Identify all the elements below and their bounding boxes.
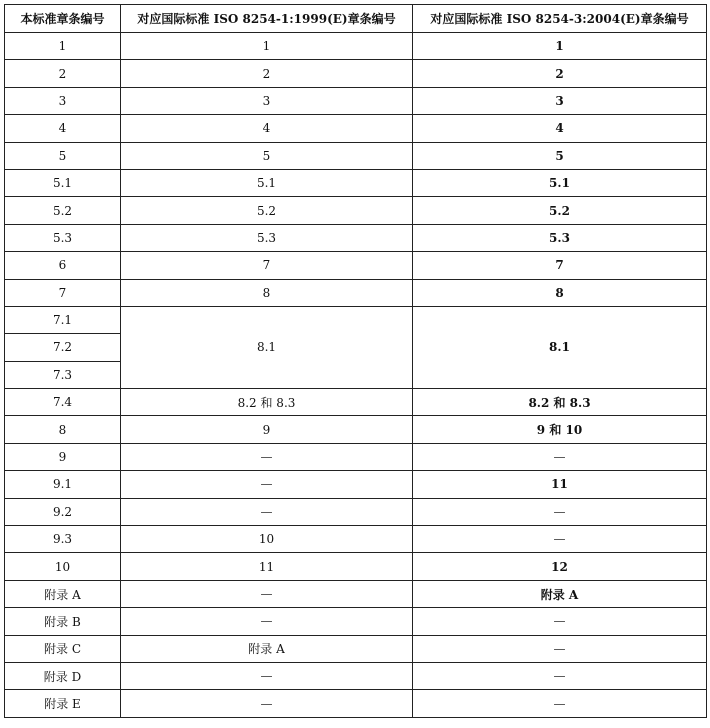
table-row bbox=[5, 662, 707, 689]
cell-c3: 5.1 bbox=[413, 169, 707, 196]
cell-c2: — bbox=[121, 662, 413, 689]
cell-c2: 7 bbox=[121, 252, 413, 279]
cell-c3: 9 和 10 bbox=[413, 416, 707, 443]
cell-c2: 8.1 bbox=[121, 306, 413, 388]
cell-c2: — bbox=[121, 498, 413, 525]
cell-c2: 8.2 和 8.3 bbox=[121, 389, 413, 416]
cell-c3: 1 bbox=[413, 33, 707, 60]
cell-c1: 5 bbox=[5, 142, 121, 169]
cell-c2: 4 bbox=[121, 115, 413, 142]
cell-c1: 9 bbox=[5, 443, 121, 470]
cell-c2: 8 bbox=[121, 279, 413, 306]
cell-c1: 7.3 bbox=[5, 361, 121, 388]
table-row bbox=[5, 306, 707, 333]
cell-c2: 附录 A bbox=[121, 635, 413, 662]
table-row bbox=[5, 389, 707, 416]
cell-c1: 2 bbox=[5, 60, 121, 87]
cell-c1: 8 bbox=[5, 416, 121, 443]
table-row bbox=[5, 443, 707, 470]
cell-c1: 6 bbox=[5, 252, 121, 279]
cell-c2: 5.2 bbox=[121, 197, 413, 224]
cell-c3: 5.3 bbox=[413, 224, 707, 251]
table-header-row bbox=[5, 5, 707, 33]
cell-c3: 4 bbox=[413, 115, 707, 142]
table-row bbox=[5, 252, 707, 279]
cell-c2: 3 bbox=[121, 87, 413, 114]
cell-c3: — bbox=[413, 662, 707, 689]
table-row bbox=[5, 635, 707, 662]
cell-c1: 附录 A bbox=[5, 580, 121, 607]
table-row bbox=[5, 553, 707, 580]
cell-c1: 3 bbox=[5, 87, 121, 114]
header-iso-8254-1: 对应国际标准 ISO 8254-1:1999(E)章条编号 bbox=[121, 5, 413, 33]
cell-c2: 5 bbox=[121, 142, 413, 169]
cell-c3: — bbox=[413, 608, 707, 635]
cell-c3: 3 bbox=[413, 87, 707, 114]
table-row bbox=[5, 526, 707, 553]
cell-c3: — bbox=[413, 690, 707, 717]
cell-c1: 附录 E bbox=[5, 690, 121, 717]
cell-c3: 11 bbox=[413, 471, 707, 498]
cell-c1: 10 bbox=[5, 553, 121, 580]
table-row bbox=[5, 60, 707, 87]
cell-c2: 10 bbox=[121, 526, 413, 553]
clause-correspondence-table bbox=[4, 4, 707, 718]
table-row bbox=[5, 580, 707, 607]
table-row bbox=[5, 197, 707, 224]
cell-c1: 7.1 bbox=[5, 306, 121, 333]
cell-c3: 12 bbox=[413, 553, 707, 580]
header-this-standard: 本标准章条编号 bbox=[5, 5, 121, 33]
cell-c3: 8 bbox=[413, 279, 707, 306]
cell-c2: 11 bbox=[121, 553, 413, 580]
table-row bbox=[5, 608, 707, 635]
cell-c3: 2 bbox=[413, 60, 707, 87]
cell-c1: 5.3 bbox=[5, 224, 121, 251]
cell-c3: — bbox=[413, 498, 707, 525]
cell-c1: 7 bbox=[5, 279, 121, 306]
cell-c3: 8.1 bbox=[413, 306, 707, 388]
cell-c2: — bbox=[121, 471, 413, 498]
cell-c3: 7 bbox=[413, 252, 707, 279]
table-body bbox=[5, 33, 707, 718]
table-row bbox=[5, 224, 707, 251]
cell-c1: 附录 D bbox=[5, 662, 121, 689]
cell-c2: 2 bbox=[121, 60, 413, 87]
cell-c1: 7.4 bbox=[5, 389, 121, 416]
cell-c1: 5.1 bbox=[5, 169, 121, 196]
cell-c3: 附录 A bbox=[413, 580, 707, 607]
cell-c3: 8.2 和 8.3 bbox=[413, 389, 707, 416]
table-row bbox=[5, 115, 707, 142]
table-row bbox=[5, 690, 707, 717]
cell-c1: 附录 B bbox=[5, 608, 121, 635]
cell-c2: — bbox=[121, 608, 413, 635]
cell-c1: 9.3 bbox=[5, 526, 121, 553]
table-row bbox=[5, 169, 707, 196]
table-row bbox=[5, 142, 707, 169]
table-row bbox=[5, 33, 707, 60]
cell-c1: 7.2 bbox=[5, 334, 121, 361]
cell-c1: 4 bbox=[5, 115, 121, 142]
cell-c3: — bbox=[413, 443, 707, 470]
cell-c2: 5.1 bbox=[121, 169, 413, 196]
cell-c2: — bbox=[121, 580, 413, 607]
table-row bbox=[5, 416, 707, 443]
document-page bbox=[4, 4, 707, 718]
table-row bbox=[5, 87, 707, 114]
header-iso-8254-3: 对应国际标准 ISO 8254-3:2004(E)章条编号 bbox=[413, 5, 707, 33]
cell-c2: 5.3 bbox=[121, 224, 413, 251]
cell-c2: — bbox=[121, 443, 413, 470]
cell-c1: 1 bbox=[5, 33, 121, 60]
cell-c2: — bbox=[121, 690, 413, 717]
cell-c1: 9.1 bbox=[5, 471, 121, 498]
cell-c1: 附录 C bbox=[5, 635, 121, 662]
cell-c3: 5.2 bbox=[413, 197, 707, 224]
cell-c2: 9 bbox=[121, 416, 413, 443]
cell-c1: 9.2 bbox=[5, 498, 121, 525]
table-row bbox=[5, 279, 707, 306]
cell-c3: — bbox=[413, 526, 707, 553]
cell-c2: 1 bbox=[121, 33, 413, 60]
table-row bbox=[5, 471, 707, 498]
table-row bbox=[5, 498, 707, 525]
cell-c3: 5 bbox=[413, 142, 707, 169]
cell-c1: 5.2 bbox=[5, 197, 121, 224]
cell-c3: — bbox=[413, 635, 707, 662]
